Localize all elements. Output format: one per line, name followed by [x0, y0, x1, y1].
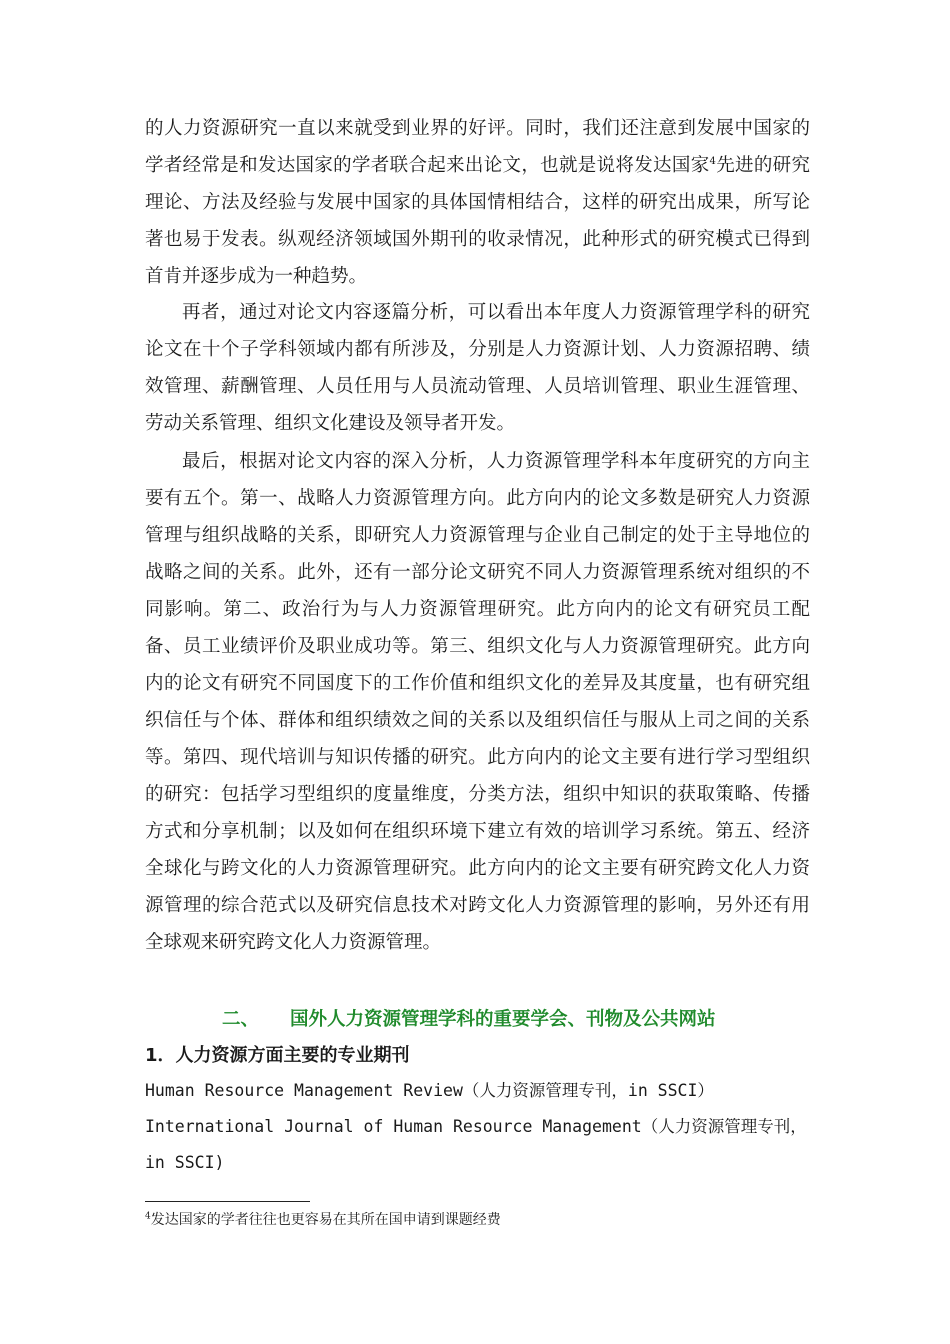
- paragraph-1-text-a: 的人力资源研究一直以来就受到业界的好评。同时，我们还注意到发展中国家的学者经常是和发达国家的学者联合起来出论文，也就是说将发达国家: [145, 118, 810, 176]
- body-paragraph-3: 最后，根据对论文内容的深入分析，人力资源管理学科本年度研究的方向主要有五个。第一、战略人力资源管理方向。此方向内的论文多数是研究人力资源管理与组织战略的关系，即研究人力资源管理与企业自己制定的处于主导地位的战略之间的关系。此外，还有一部分论文研究不同人力资源管理系统对组织的不同影响。第二、政治行为与人力资源管理研究。此方向内的论文有研究员工配备、员工业绩评价及职业成功等。第三、组织文化与人力资源管理研究。此方向内的论文有研究不同国度下的工作价值和组织文化的差异及其度量，也有研究组织信任与个体、群体和组织绩效之间的关系以及组织信任与服从上司之间的关系等。第四、现代培训与知识传播的研究。此方向内的论文主要有进行学习型组织的研究：包括学习型组织的度量维度，分类方法，组织中知识的获取策略、传播方式和分享机制；以及如何在组织环境下建立有效的培训学习系统。第五、经济全球化与跨文化的人力资源管理研究。此方向内的论文主要有研究跨文化人力资源管理的综合范式以及研究信息技术对跨文化人力资源管理的影响，另外还有用全球观来研究跨文化人力资源管理。: [145, 451, 810, 953]
- journal-list: [145, 1073, 815, 1181]
- section-title: 国外人力资源管理学科的重要学会、刊物及公共网站: [290, 1009, 716, 1030]
- journal-item-ijhrm: International Journal of Human Resource Management（人力资源管理专刊，: [145, 1117, 807, 1136]
- journal-item-ijhrm-continued: in SSCI): [145, 1153, 225, 1172]
- footnote: [145, 1210, 501, 1230]
- subsection-heading: 1．人力资源方面主要的专业期刊: [145, 1045, 410, 1066]
- footnote-separator: [145, 1201, 310, 1202]
- body-paragraph-1: [145, 110, 810, 295]
- journal-item-hrmr: Human Resource Management Review（人力资源管理专刊，in SSCI）: [145, 1081, 714, 1100]
- footnote-text: 发达国家的学者往往也更容易在其所在国申请到课题经费: [150, 1212, 501, 1228]
- footnote-mark: 4: [145, 1211, 151, 1222]
- section-number: 二、: [222, 1009, 260, 1030]
- footnote-reference-4[interactable]: 4: [709, 155, 716, 167]
- paragraph-1-text-b: 先进的研究理论、方法及经验与发展中国家的具体国情相结合，这样的研究出成果，所写论著也易于发表。纵观经济领域国外期刊的收录情况，此种形式的研究模式已得到首肯并逐步成为一种趋势。: [145, 155, 810, 287]
- body-paragraph-2: 再者，通过对论文内容逐篇分析，可以看出本年度人力资源管理学科的研究论文在十个子学科领域内都有所涉及，分别是人力资源计划、人力资源招聘、绩效管理、薪酬管理、人员任用与人员流动管理、人员培训管理、职业生涯管理、劳动关系管理、组织文化建设及领导者开发。: [145, 302, 810, 434]
